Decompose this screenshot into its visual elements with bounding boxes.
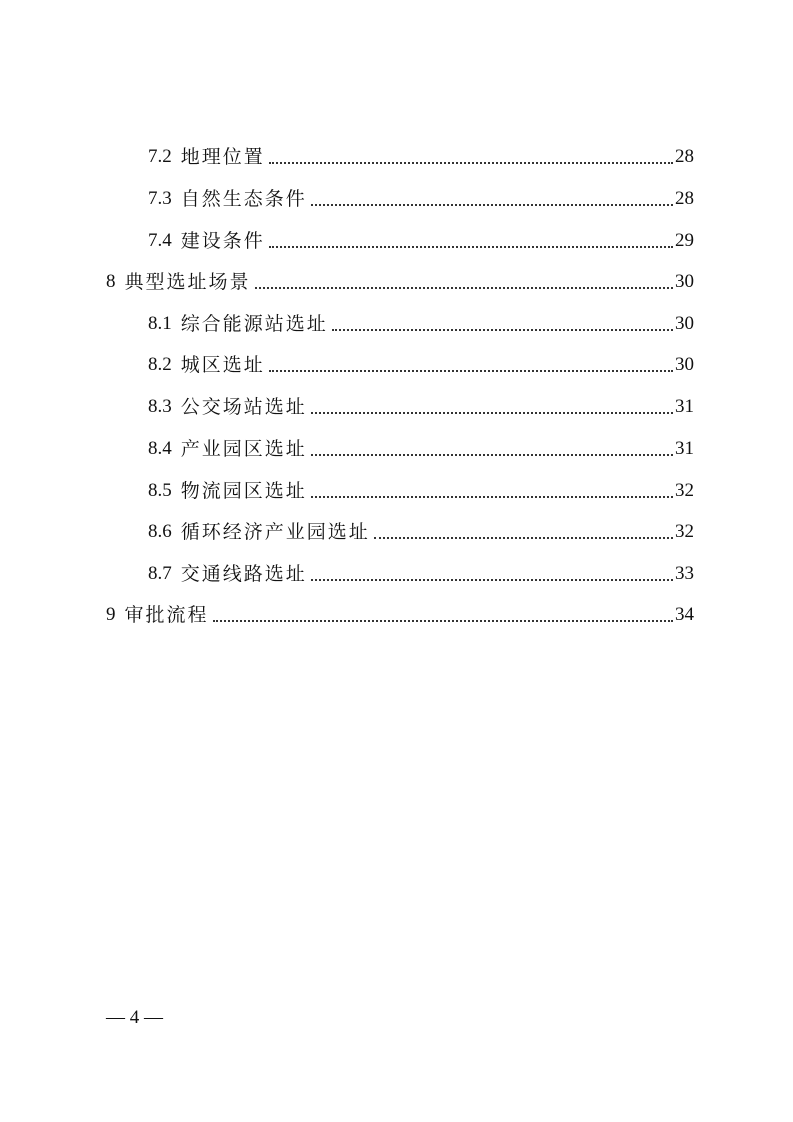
toc-entry-title: 建设条件 — [180, 230, 265, 252]
toc-entry-number: 8.7 — [148, 563, 172, 584]
page-number: — 4 — — [106, 1007, 163, 1028]
toc-entry-page: 32 — [675, 521, 694, 542]
toc-entry-title: 城区选址 — [180, 354, 265, 376]
toc-entry-page: 34 — [675, 604, 694, 625]
toc-entry-8-1[interactable] — [148, 310, 694, 338]
toc-leader-dots — [255, 268, 673, 296]
toc-leader-dots — [374, 518, 673, 546]
toc-entry-8-2[interactable] — [148, 351, 694, 379]
toc-entry-number: 9 — [106, 604, 116, 625]
toc-entry-title: 循环经济产业园选址 — [180, 521, 370, 543]
toc-leader-dots — [269, 143, 673, 171]
toc-leader-dots — [311, 185, 673, 213]
toc-entry-title: 交通线路选址 — [180, 563, 307, 585]
toc-entry-8-7[interactable] — [148, 560, 694, 588]
toc-entry-page: 31 — [675, 396, 694, 417]
toc-entry-title: 物流园区选址 — [180, 480, 307, 502]
toc-entry-page: 30 — [675, 313, 694, 334]
toc-entry-7-3[interactable] — [148, 185, 694, 213]
toc-leader-dots — [269, 351, 673, 379]
toc-leader-dots — [269, 227, 673, 255]
toc-entry-number: 8.2 — [148, 354, 172, 375]
toc-entry-number: 7.2 — [148, 146, 172, 167]
toc-entry-title: 产业园区选址 — [180, 438, 307, 460]
toc-entry-title: 典型选址场景 — [124, 271, 251, 293]
toc-entry-number: 8.4 — [148, 438, 172, 459]
toc-entry-title: 地理位置 — [180, 146, 265, 168]
toc-entry-8-6[interactable] — [148, 518, 694, 546]
toc-entry-page: 30 — [675, 354, 694, 375]
toc-entry-page: 30 — [675, 271, 694, 292]
toc-leader-dots — [332, 310, 673, 338]
toc-entry-page: 33 — [675, 563, 694, 584]
toc-entry-page: 29 — [675, 230, 694, 251]
toc-entry-page: 28 — [675, 188, 694, 209]
toc-entry-8-3[interactable] — [148, 393, 694, 421]
toc-leader-dots — [213, 601, 673, 629]
toc-leader-dots — [311, 393, 673, 421]
toc-entry-7-4[interactable] — [148, 227, 694, 255]
toc-entry-number: 7.4 — [148, 230, 172, 251]
toc-entry-title: 综合能源站选址 — [180, 313, 328, 335]
toc-entry-number: 8 — [106, 271, 116, 292]
toc-entry-number: 8.6 — [148, 521, 172, 542]
toc-entry-7-2[interactable] — [148, 143, 694, 171]
toc-entry-8[interactable] — [106, 268, 694, 296]
toc-entry-page: 28 — [675, 146, 694, 167]
toc-entry-page: 31 — [675, 438, 694, 459]
toc-entry-page: 32 — [675, 480, 694, 501]
toc-leader-dots — [311, 477, 673, 505]
toc-entry-9[interactable] — [106, 601, 694, 629]
toc-entry-number: 8.1 — [148, 313, 172, 334]
toc-entry-title: 审批流程 — [124, 604, 209, 626]
toc-entry-number: 7.3 — [148, 188, 172, 209]
toc-entry-8-5[interactable] — [148, 477, 694, 505]
toc-entry-number: 8.3 — [148, 396, 172, 417]
toc-entry-number: 8.5 — [148, 480, 172, 501]
toc-leader-dots — [311, 560, 673, 588]
toc-leader-dots — [311, 435, 673, 463]
toc-entry-title: 公交场站选址 — [180, 396, 307, 418]
toc-entry-title: 自然生态条件 — [180, 188, 307, 210]
toc-entry-8-4[interactable] — [148, 435, 694, 463]
